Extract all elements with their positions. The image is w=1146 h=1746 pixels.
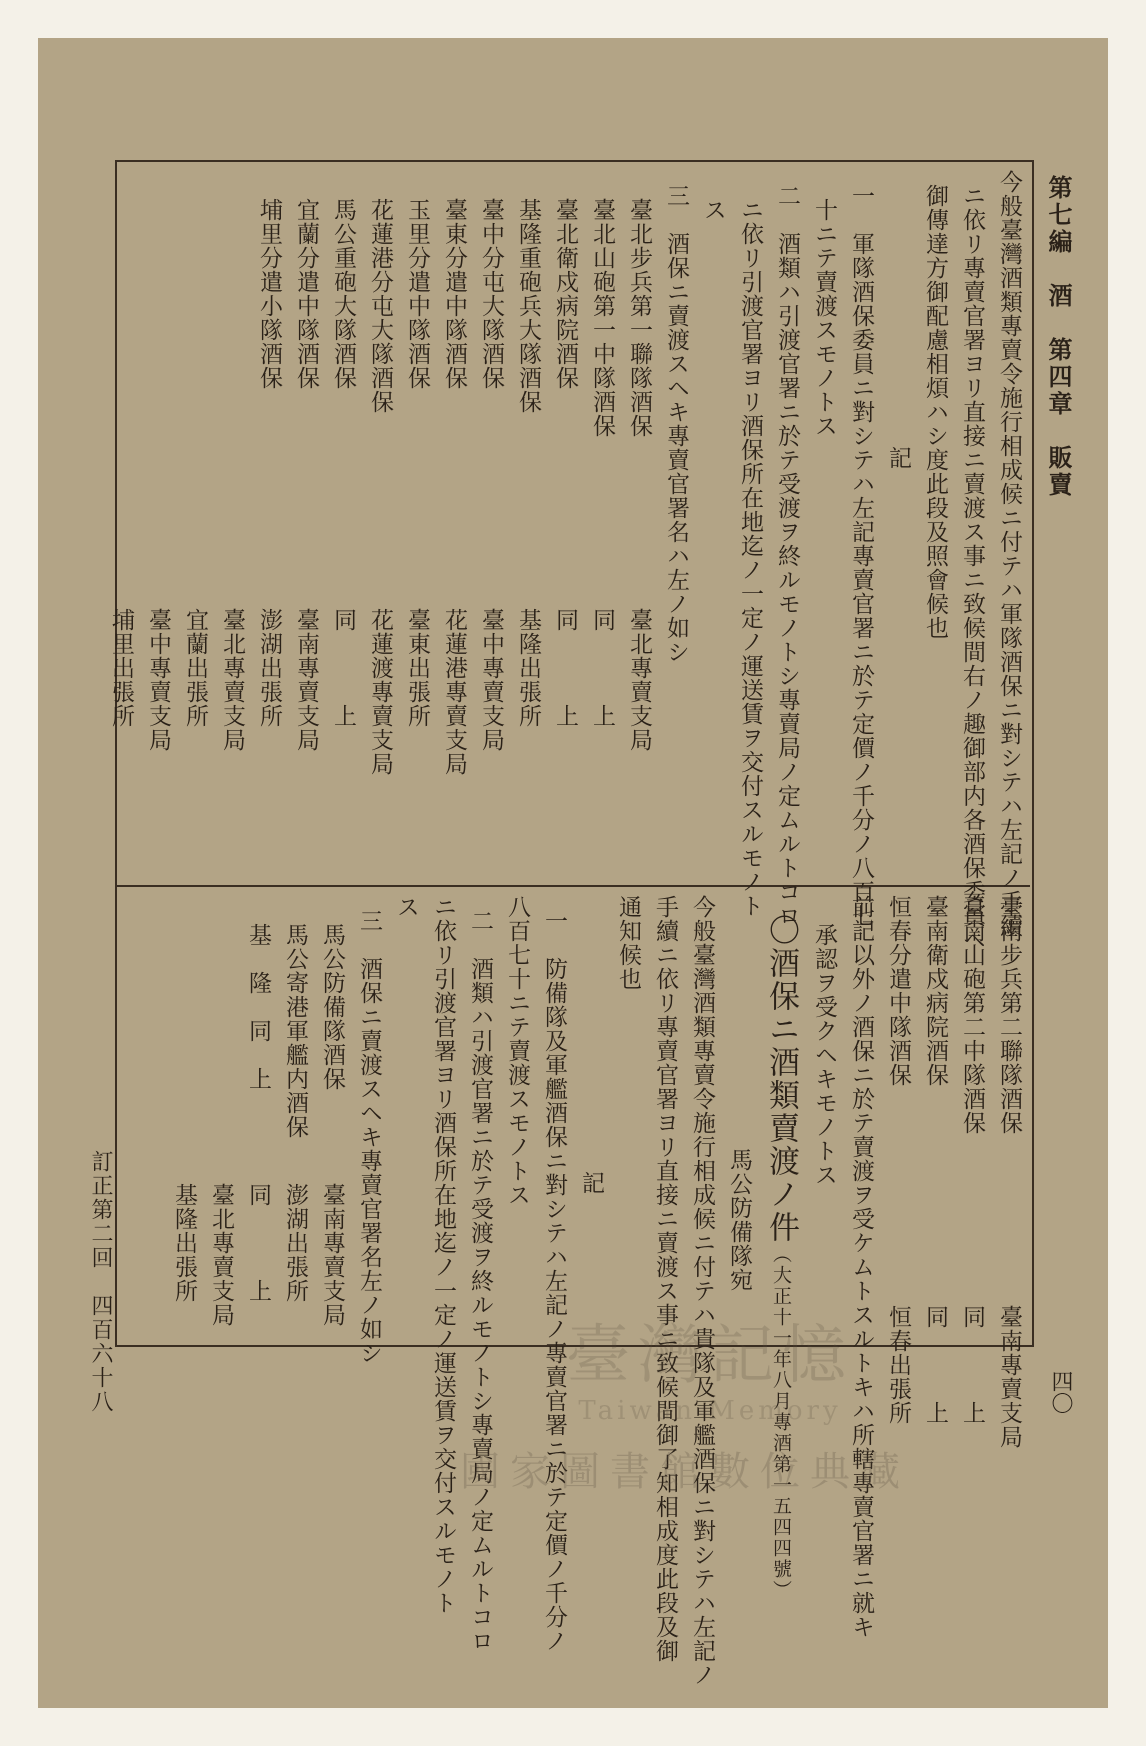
- office-name: 同 上: [922, 1305, 948, 1425]
- office-name: 臺北專賣支局: [219, 607, 245, 752]
- office-name: 臺南專賣支局: [293, 607, 319, 752]
- office-name: 同 上: [330, 607, 356, 728]
- office-name: 同 上: [552, 607, 578, 728]
- unit-name: 臺南步兵第二聯隊酒保: [996, 895, 1022, 1135]
- unit-row: [139, 170, 176, 875]
- item-line: 一 軍隊酒保委員ニ對シテハ左記專賣官署ニ於テ定價ノ千分ノ八百七: [848, 183, 874, 928]
- office-name: 同 上: [959, 1305, 985, 1425]
- unit-name: 臺東分遣中隊酒保: [441, 197, 467, 390]
- item-line: ニ依リ引渡官署ヨリ酒保所在地迄ノ一定ノ運送賃ヲ交付スルモノト: [430, 895, 456, 1615]
- unit-name: 臺南山砲第二中隊酒保: [959, 895, 985, 1135]
- item-line: ス: [700, 197, 726, 222]
- unit-name: 宜蘭分遣中隊酒保: [293, 197, 319, 390]
- heading-sender: 馬公防備隊宛: [726, 1148, 752, 1292]
- office-name: 臺南專賣支局: [996, 1305, 1022, 1449]
- unit-name: 基隆重砲兵大隊酒保: [515, 197, 541, 414]
- item-line: 三 酒保ニ賣渡スヘキ專賣官署名左ノ如シ: [356, 908, 382, 1365]
- item-line: 一 防備隊及軍艦酒保ニ對シテハ左記ノ專賣官署ニ於テ定價ノ千分ノ: [541, 908, 567, 1653]
- unit-row: [276, 895, 313, 1340]
- watermark-logo: [430, 1310, 990, 1426]
- office-name: 同 上: [589, 607, 615, 728]
- watermark-main: 臺灣記憶: [566, 1319, 854, 1393]
- unit-row: [165, 895, 202, 1340]
- office-name: 基隆出張所: [515, 607, 541, 728]
- unit-name: 恒春分遣中隊酒保: [885, 895, 911, 1087]
- unit-row: [324, 170, 361, 875]
- office-name: 埔里出張所: [108, 607, 134, 728]
- unit-name: 花蓮港分屯大隊酒保: [367, 197, 393, 414]
- ki-marker: 記: [885, 446, 911, 470]
- item-line: 十ニテ賣渡スモノトス: [811, 197, 837, 438]
- page-footer: 訂正第二回 四百六十八: [88, 1150, 113, 1414]
- unit-row: [879, 895, 916, 1425]
- office-name: 恒春出張所: [885, 1305, 911, 1425]
- heading-title: 〇酒保ニ酒類賣渡ノ件: [763, 913, 799, 1244]
- office-name: 花蓮渡專賣支局: [367, 607, 393, 776]
- page-number: 四〇: [1048, 1370, 1073, 1414]
- unit-row: [202, 895, 239, 1340]
- chapter-header: 第七編 酒 第四章 販賣: [1044, 175, 1073, 499]
- unit-row: [546, 170, 583, 875]
- note-line: 承認ヲ受クヘキモノトス: [811, 922, 837, 1187]
- intro-line: 今般臺灣酒類專賣令施行相成候ニ付テハ貴隊及軍艦酒保ニ對シテハ左記ノ: [689, 895, 715, 1687]
- item-line: 二 酒類ハ引渡官署ニ於テ受渡ヲ終ルモノトシ專賣局ノ定ムルトコロ: [467, 908, 493, 1653]
- office-name: 臺東出張所: [404, 607, 430, 728]
- unit-name: 玉里分遣中隊酒保: [404, 197, 430, 390]
- office-name: 臺中專賣支局: [478, 607, 504, 752]
- office-name: 臺北專賣支局: [626, 607, 652, 752]
- office-name: 臺北專賣支局: [208, 1182, 234, 1327]
- watermark-line: 國家圖書館數位典藏: [460, 1449, 910, 1495]
- unit-row: [287, 170, 324, 875]
- unit-row: [239, 895, 276, 1340]
- note-line: 前記以外ノ酒保ニ於テ賣渡ヲ受ケムトスルトキハ所轄專賣官署ニ就キ: [848, 895, 874, 1639]
- office-name: 基隆出張所: [171, 1182, 197, 1303]
- unit-row: [509, 170, 546, 875]
- office-name: 宜蘭出張所: [182, 607, 208, 728]
- unit-name: 臺南衛戍病院酒保: [922, 895, 948, 1087]
- unit-name: 馬公重砲大隊酒保: [330, 197, 356, 390]
- watermark-sub: Taiwan Memory: [578, 1396, 842, 1426]
- intro-line: 御傳達方御配慮相煩ハシ度此段及照會候也: [922, 183, 948, 640]
- section-heading: [757, 895, 805, 1601]
- item-line: 三 酒保ニ賣渡スヘキ專賣官署名ハ左ノ如シ: [663, 183, 689, 664]
- unit-row: [990, 895, 1027, 1449]
- office-name: 臺南專賣支局: [319, 1182, 345, 1327]
- item-line: 二 酒類ハ引渡官署ニ於テ受渡ヲ終ルモノトシ專賣局ノ定ムルトコロ: [774, 183, 800, 928]
- intro-line: 手續ニ依リ專賣官署ヨリ直接ニ賣渡ス事ニ致候間御了知相成度此段及御: [652, 895, 678, 1663]
- unit-name: 馬公寄港軍艦内酒保: [282, 922, 308, 1139]
- unit-row: [361, 170, 398, 875]
- office-name: 澎湖出張所: [282, 1182, 308, 1303]
- unit-row: [435, 170, 472, 875]
- unit-row: [250, 170, 287, 875]
- ki-marker: 記: [578, 1171, 604, 1195]
- sender-line: [720, 895, 757, 1340]
- unit-row: [583, 170, 620, 875]
- heading-reference: （大正十一年八月專酒第一五四四號）: [770, 1243, 792, 1601]
- unit-row: [916, 895, 953, 1425]
- unit-name: 臺北步兵第一聯隊酒保: [626, 197, 652, 438]
- office-name: 同 上: [245, 1182, 271, 1303]
- section-divider: [115, 885, 1030, 887]
- unit-row: [953, 895, 990, 1425]
- unit-name: 基 隆 同 上: [245, 922, 271, 1091]
- unit-name: 臺北衛戍病院酒保: [552, 197, 578, 390]
- item-line: 八百七十ニテ賣渡スモノトス: [504, 895, 530, 1207]
- unit-name: 馬公防備隊酒保: [319, 922, 345, 1091]
- intro-line: 通知候也: [615, 895, 641, 991]
- unit-row: [176, 170, 213, 875]
- intro-line: ニ依リ專賣官署ヨリ直接ニ賣渡ス事ニ致候間右ノ趣御部内各酒保委員ヘ: [959, 183, 985, 952]
- unit-row: [213, 170, 250, 875]
- intro-line: 今般臺灣酒類專賣令施行相成候ニ付テハ軍隊酒保ニ對シテハ左記ノ手續: [996, 170, 1022, 938]
- unit-row: [102, 170, 139, 875]
- unit-row: [313, 895, 350, 1340]
- item-line: ス: [393, 895, 419, 919]
- unit-row: [398, 170, 435, 875]
- office-name: 臺中專賣支局: [145, 607, 171, 752]
- office-name: 澎湖出張所: [256, 607, 282, 728]
- unit-name: 臺北山砲第一中隊酒保: [589, 197, 615, 438]
- unit-row: [472, 170, 509, 875]
- item-line: ニ依リ引渡官署ヨリ酒保所在地迄ノ一定ノ運送賃ヲ交付スルモノト: [737, 197, 763, 918]
- unit-name: 埔里分遣小隊酒保: [256, 197, 282, 390]
- office-name: 花蓮港專賣支局: [441, 607, 467, 776]
- unit-row: [620, 170, 657, 875]
- unit-name: 臺中分屯大隊酒保: [478, 197, 504, 390]
